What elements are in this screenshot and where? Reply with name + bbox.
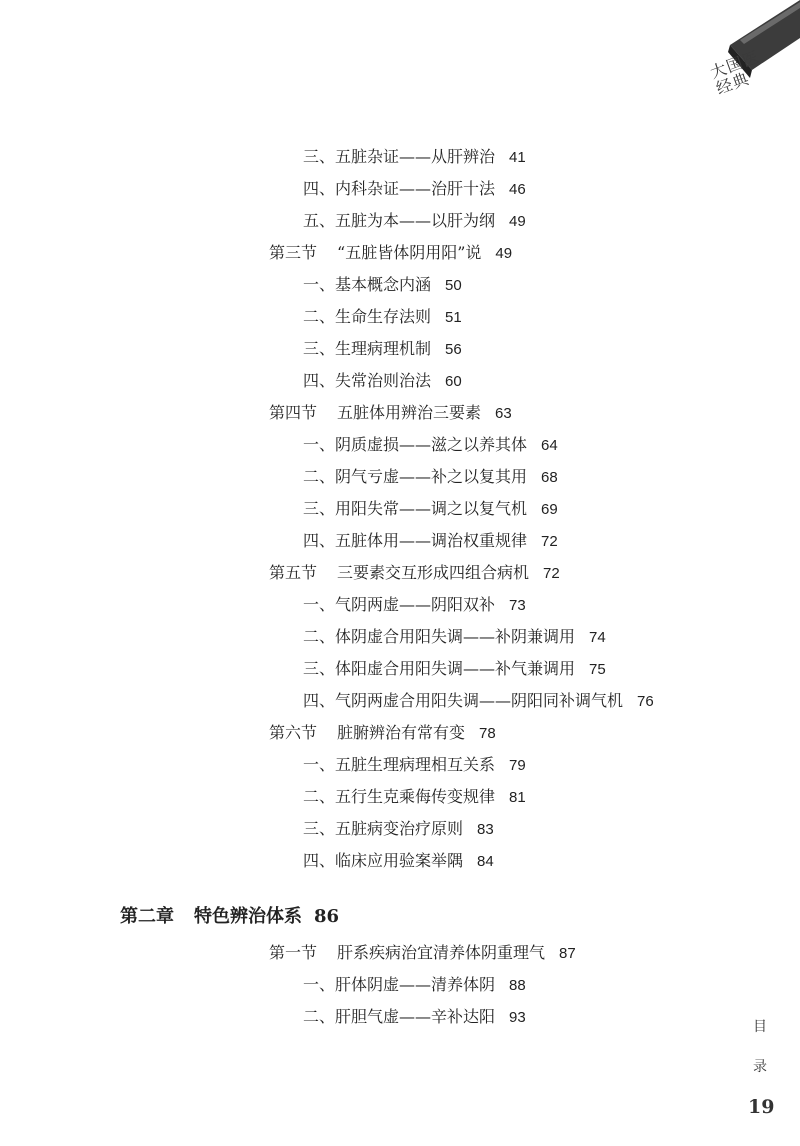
- page-ref: 41: [509, 149, 526, 166]
- page-ref: 73: [509, 597, 526, 614]
- page-ref: 50: [445, 277, 462, 294]
- page-ref: 74: [589, 629, 606, 646]
- page-number: 19: [748, 1096, 775, 1118]
- toc-chapter[interactable]: 第二章 特色辨治体系 86: [120, 906, 340, 927]
- page-ref: 72: [541, 533, 558, 550]
- page-ref: 93: [509, 1009, 526, 1026]
- page-ref: 72: [543, 565, 560, 582]
- side-label-mu: 目: [753, 1019, 767, 1035]
- page-ref: 46: [509, 181, 526, 198]
- toc-section[interactable]: 第三节 “五脏皆体阴用阳”说 49: [269, 243, 513, 262]
- section-number: 第四节: [269, 403, 318, 422]
- toc-entry[interactable]: 三、体阳虚合用阳失调——补气兼调用 75: [303, 659, 606, 678]
- toc-entry[interactable]: 四、内科杂证——治肝十法 46: [303, 179, 526, 198]
- page-ref: 63: [495, 405, 512, 422]
- section-number: 第五节: [269, 563, 318, 582]
- page-ref: 60: [445, 373, 462, 390]
- page-ref: 78: [479, 725, 496, 742]
- page-ref: 49: [509, 213, 526, 230]
- toc-section[interactable]: 第四节 五脏体用辨治三要素 63: [269, 403, 512, 422]
- seal-text: 大国医经典: [707, 46, 763, 99]
- toc-entry[interactable]: 三、五脏病变治疗原则 83: [303, 819, 494, 838]
- page-ref: 88: [509, 977, 526, 994]
- toc-entry[interactable]: 二、肝胆气虚——辛补达阳 93: [303, 1007, 526, 1026]
- page-ref: 76: [637, 693, 654, 710]
- page-ref: 64: [541, 437, 558, 454]
- toc-entry[interactable]: 一、阴质虚损——滋之以养其体 64: [303, 435, 558, 454]
- toc-entry[interactable]: 四、失常治则治法 60: [303, 371, 462, 390]
- page-ref: 83: [477, 821, 494, 838]
- toc-entry[interactable]: 一、气阴两虚——阴阳双补 73: [303, 595, 526, 614]
- toc-entry[interactable]: 四、气阴两虚合用阳失调——阴阳同补调气机 76: [303, 691, 654, 710]
- page-ref: 69: [541, 501, 558, 518]
- page-ref: 68: [541, 469, 558, 486]
- toc-entry[interactable]: 五、五脏为本——以肝为纲 49: [303, 211, 526, 230]
- toc-entry[interactable]: 四、临床应用验案举隅 84: [303, 851, 494, 870]
- toc-entry[interactable]: 一、五脏生理病理相互关系 79: [303, 755, 526, 774]
- toc-section[interactable]: 第五节 三要素交互形成四组合病机 72: [269, 563, 560, 582]
- toc-entry[interactable]: 一、基本概念内涵 50: [303, 275, 462, 294]
- toc-entry[interactable]: 一、肝体阴虚——清养体阴 88: [303, 975, 526, 994]
- toc-section[interactable]: 第一节 肝系疾病治宜清养体阴重理气 87: [269, 943, 576, 962]
- page-ref: 86: [314, 906, 340, 927]
- section-number: 第三节: [269, 243, 318, 262]
- toc-entry[interactable]: 三、用阳失常——调之以复气机 69: [303, 499, 558, 518]
- page-ref: 51: [445, 309, 462, 326]
- chapter-number: 第二章: [120, 906, 174, 927]
- toc-entry[interactable]: 三、五脏杂证——从肝辨治 41: [303, 147, 526, 166]
- page-ref: 84: [477, 853, 494, 870]
- side-label-lu: 录: [753, 1059, 767, 1075]
- toc-entry[interactable]: 四、五脏体用——调治权重规律 72: [303, 531, 558, 550]
- section-number: 第一节: [269, 943, 318, 962]
- page-ref: 75: [589, 661, 606, 678]
- section-number: 第六节: [269, 723, 318, 742]
- page-ref: 56: [445, 341, 462, 358]
- toc-entry[interactable]: 三、生理病理机制 56: [303, 339, 462, 358]
- toc-entry[interactable]: 二、五行生克乘侮传变规律 81: [303, 787, 526, 806]
- page-ref: 81: [509, 789, 526, 806]
- toc-entry[interactable]: 二、阴气亏虚——补之以复其用 68: [303, 467, 558, 486]
- toc-entry[interactable]: 二、体阴虚合用阳失调——补阴兼调用 74: [303, 627, 606, 646]
- page-ref: 87: [559, 945, 576, 962]
- page-ref: 79: [509, 757, 526, 774]
- toc-entry[interactable]: 二、生命生存法则 51: [303, 307, 462, 326]
- page-ref: 49: [495, 245, 513, 262]
- toc-section[interactable]: 第六节 脏腑辨治有常有变 78: [269, 723, 496, 742]
